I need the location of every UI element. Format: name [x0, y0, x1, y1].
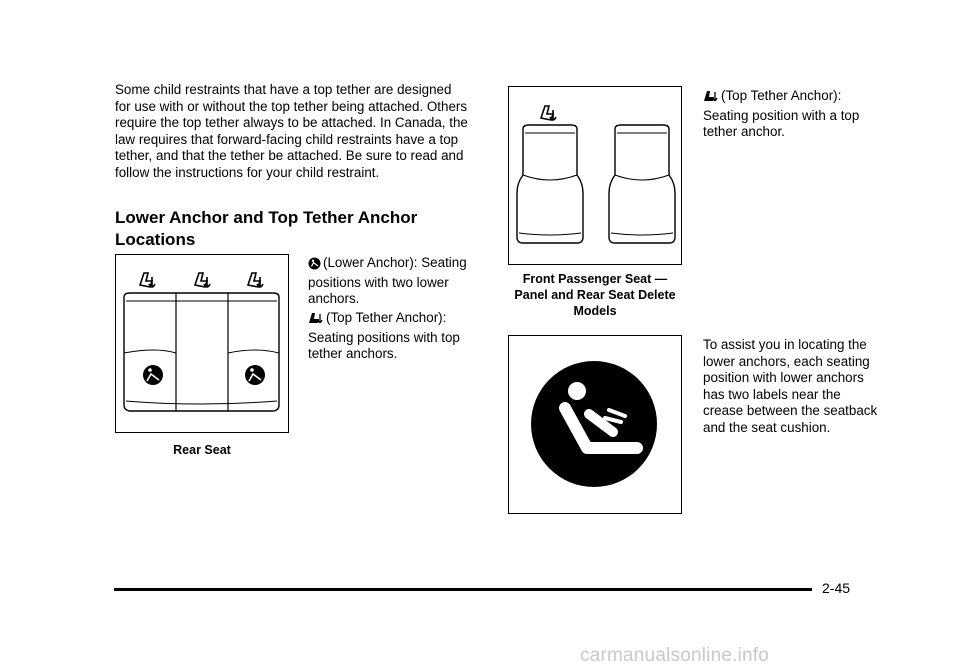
top-tether-icon — [195, 273, 210, 287]
lower-anchor-icon — [308, 257, 321, 275]
lower-anchor-label-icon — [531, 361, 657, 487]
watermark: carmanualsonline.info — [580, 645, 770, 666]
top-tether-icon — [703, 89, 719, 108]
lower-anchor-label-figure — [508, 335, 682, 514]
lower-anchor-icon — [245, 365, 265, 385]
lower-anchor-note — [308, 255, 468, 308]
top-tether-icon — [308, 311, 324, 330]
intro-paragraph: Some child restraints that have a top tether are designed for use with or without the top tether being attached. Others require the top tether always to be attached. In Canada, the law requires that forward-facing child restraints have a top tether, and that the tether be attached. Be sure to read and follow the instructions for your child restraint. — [115, 82, 468, 180]
top-tether-icon — [541, 106, 556, 120]
front-passenger-seat-caption: Front Passenger Seat — Panel and Rear Seat Delete Models — [514, 272, 676, 318]
lower-anchor-icon — [143, 365, 163, 385]
lower-anchor-text: (Lower Anchor): Seating positions with two lower anchors. — [308, 255, 467, 307]
rear-seat-caption: Rear Seat — [173, 443, 231, 457]
rear-seat-figure — [115, 254, 289, 433]
page-number: 2-45 — [822, 580, 851, 596]
top-tether-note-single — [703, 88, 873, 141]
front-passenger-seat-figure — [508, 86, 682, 265]
footer-rule — [114, 588, 812, 591]
top-tether-note-plural — [308, 310, 473, 363]
locating-paragraph: To assist you in locating the lower anchors, each seating position with lower anchors has two labels near the crease between the seatback and the seat cushion. — [703, 337, 878, 435]
top-tether-text-plural: (Top Tether Anchor): Seating positions with top tether anchors. — [308, 310, 460, 362]
top-tether-text-single: (Top Tether Anchor): Seating position with a top tether anchor. — [703, 88, 860, 140]
section-heading: Lower Anchor and Top Tether Anchor Locations — [115, 208, 418, 249]
top-tether-icon — [140, 273, 155, 287]
top-tether-icon — [248, 273, 263, 287]
